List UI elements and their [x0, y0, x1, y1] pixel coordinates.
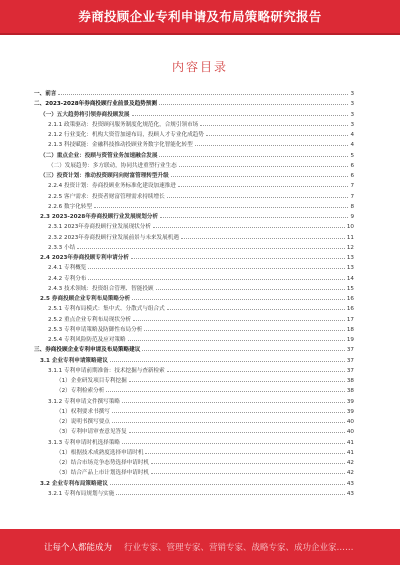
toc-entry-text: 2.5.4 专利风险防范及应对策略 — [48, 337, 126, 343]
toc-page-number: 7 — [350, 183, 354, 190]
toc-leader-dots — [142, 344, 345, 351]
toc-entry-text: 一、前言 — [34, 91, 57, 97]
toc-entry[interactable] — [34, 355, 354, 365]
toc-leader-dots — [151, 467, 345, 474]
toc-leader-dots — [167, 191, 349, 198]
toc-entry[interactable] — [34, 478, 354, 488]
toc-page-number: 6 — [350, 173, 354, 179]
toc-entry-text: （2）说明书撰写要点 — [56, 419, 110, 425]
toc-entry-text: 2.3.3 小结 — [48, 244, 76, 251]
toc-entry[interactable] — [34, 437, 354, 447]
toc-entry[interactable] — [34, 488, 354, 498]
toc-leader-dots — [160, 211, 348, 218]
toc-entry[interactable] — [34, 211, 354, 221]
toc-page-number: 11 — [346, 234, 354, 241]
toc-entry[interactable] — [34, 426, 354, 436]
toc-entry-text: （一）五大趋势将引领券商投顾发展 — [40, 111, 130, 118]
toc-entry[interactable] — [34, 324, 354, 334]
toc-entry[interactable] — [34, 191, 354, 201]
toc-entry[interactable] — [34, 303, 354, 313]
toc-entry[interactable] — [34, 447, 354, 457]
toc-entry-text: 2.4.2 专利分布 — [48, 275, 87, 282]
toc-leader-dots — [88, 262, 344, 269]
toc-entry[interactable] — [34, 170, 354, 180]
toc-leader-dots — [112, 406, 345, 413]
toc-leader-dots — [131, 252, 345, 259]
toc-entry-text: （三）投资计划：推动投资顾问向财富管理转型升级 — [40, 173, 169, 179]
toc-page-number: 17 — [346, 316, 354, 323]
toc-page-number: 40 — [346, 419, 354, 425]
toc-leader-dots — [156, 283, 345, 290]
toc-entry[interactable] — [34, 242, 354, 252]
toc-page-number: 37 — [346, 367, 354, 374]
footer-roles: 行业专家、管理专家、营销专家、战略专家、成功企业家…… — [124, 543, 354, 553]
toc-entry-text: 2.4.1 专利概览 — [48, 265, 87, 272]
toc-page-number: 43 — [346, 480, 354, 487]
toc-leader-dots — [200, 119, 348, 126]
toc-page-number: 16 — [346, 306, 354, 313]
toc-entry-text: 2.2.5 客户需求：投资者财富管理需求持续增长 — [48, 193, 165, 200]
toc-page-number: 10 — [346, 224, 354, 231]
toc-entry[interactable] — [34, 221, 354, 231]
toc-page-number: 12 — [346, 244, 354, 251]
toc-entry-text: 二、2023-2028年券商投顾行业前景及趋势预测 — [34, 101, 157, 108]
toc-entry[interactable] — [34, 129, 354, 139]
toc-leader-dots — [122, 437, 345, 444]
toc-entry-text: （二）重点企业：投顾与资管业务加速融合发展 — [40, 152, 158, 159]
toc-entry-text: （1）根据技术成熟度选择申请时机 — [56, 449, 144, 456]
footer-bar — [0, 529, 400, 565]
toc-entry-text: 2.2.6 数字化转型 — [48, 203, 92, 210]
toc-entry[interactable] — [34, 150, 354, 160]
toc-leader-dots — [159, 150, 348, 157]
toc-entry-text: 2.5.1 专利布局模式：集中式、分散式与组合式 — [48, 306, 165, 313]
toc-entry[interactable] — [34, 416, 354, 426]
toc-leader-dots — [179, 160, 349, 167]
document-title: 券商投顾企业专利申请及布局策略研究报告 — [78, 9, 322, 24]
toc-entry[interactable] — [34, 334, 354, 344]
toc-entry[interactable] — [34, 201, 354, 211]
toc-page-number: 37 — [346, 357, 354, 364]
toc-page-number: 16 — [346, 296, 354, 302]
toc-page-number: 15 — [346, 285, 354, 292]
toc-entry[interactable] — [34, 406, 354, 416]
toc-leader-dots — [128, 334, 345, 341]
toc-page-number: 19 — [346, 337, 354, 343]
toc-page-number: 38 — [346, 378, 354, 384]
toc-page-number: 18 — [346, 326, 354, 333]
toc-page-number: 4 — [350, 132, 354, 138]
toc-leader-dots — [129, 375, 345, 382]
toc-leader-dots — [133, 314, 345, 321]
toc-leader-dots — [77, 242, 345, 249]
toc-page-number: 42 — [346, 470, 354, 477]
toc-leader-dots — [94, 201, 348, 208]
toc-leader-dots — [145, 447, 344, 454]
toc-entry[interactable] — [34, 119, 354, 129]
toc-leader-dots — [195, 139, 349, 146]
toc-entry-text: 2.3.2 2023年券商投顾行业发展前景与未来发展机遇 — [48, 234, 179, 241]
toc-page-number: 41 — [346, 439, 354, 446]
toc-entry[interactable] — [34, 273, 354, 283]
toc-entry[interactable] — [34, 293, 354, 303]
toc-page-number: 8 — [350, 203, 354, 210]
table-of-contents — [34, 88, 354, 498]
toc-page-number: 7 — [350, 193, 354, 200]
toc-leader-dots — [153, 221, 345, 228]
toc-title: 内容目录 — [171, 60, 228, 74]
toc-leader-dots — [129, 426, 345, 433]
toc-leader-dots — [110, 478, 345, 485]
toc-entry-text: 2.2.4 投资计划：券商投顾业务标准化建设加速推进 — [48, 183, 176, 190]
toc-entry-text: 2.1.2 行业变化：机构大资管加速布局，投顾人才专业化成趋势 — [48, 132, 204, 138]
toc-page-number: 43 — [346, 490, 354, 497]
toc-leader-dots — [181, 232, 345, 239]
toc-entry-text: （1）企业研发项目专利挖掘 — [56, 378, 127, 384]
toc-entry-text: （2）专利检索分析 — [56, 388, 105, 395]
toc-page-number: 39 — [346, 398, 354, 405]
toc-entry[interactable] — [34, 139, 354, 149]
toc-entry-text: 2.1.1 政策驱动：投资顾问服务制度化规范化，合规引领市场 — [48, 121, 199, 128]
toc-entry-text: 3.1 企业专利申请策略建议 — [40, 357, 108, 364]
toc-entry-text: （1）权利要求书撰写 — [56, 408, 110, 415]
toc-page-number: 3 — [350, 91, 354, 97]
toc-page-number: 39 — [346, 408, 354, 415]
toc-leader-dots — [206, 129, 349, 136]
toc-leader-dots — [144, 324, 345, 331]
toc-leader-dots — [132, 109, 349, 116]
toc-leader-dots — [171, 170, 349, 177]
toc-entry[interactable] — [34, 385, 354, 395]
toc-page-number: 38 — [346, 388, 354, 395]
toc-entry-text: 3.2.1 专利布局规划与实施 — [48, 490, 115, 497]
toc-page-number: 3 — [350, 101, 354, 108]
toc-entry[interactable] — [34, 457, 354, 467]
toc-page-number: 4 — [350, 142, 354, 149]
toc-entry-text: （3）专利申请审查意见答复 — [56, 429, 127, 436]
toc-leader-dots — [88, 273, 344, 280]
toc-page-number: 5 — [350, 152, 354, 159]
toc-entry[interactable] — [34, 262, 354, 272]
toc-entry[interactable] — [34, 396, 354, 406]
toc-page-number: 9 — [350, 214, 354, 220]
toc-page-number: 3 — [350, 111, 354, 118]
toc-entry[interactable] — [34, 314, 354, 324]
toc-entry[interactable] — [34, 467, 354, 477]
toc-entry-text: 2.4 2023年券商投顾专利申请分析 — [40, 255, 129, 261]
toc-leader-dots — [178, 180, 349, 187]
toc-entry[interactable] — [34, 344, 354, 354]
footer-slogan: 让每个人都能成为 — [44, 543, 113, 553]
toc-leader-dots — [167, 365, 345, 372]
toc-entry[interactable] — [34, 109, 354, 119]
toc-entry[interactable] — [34, 252, 354, 262]
toc-entry[interactable] — [34, 365, 354, 375]
toc-leader-dots — [132, 293, 345, 300]
toc-entry[interactable] — [34, 160, 354, 170]
toc-entry[interactable] — [34, 180, 354, 190]
toc-entry-text: （2）结合市场竞争态势选择申请时机 — [56, 460, 150, 466]
toc-entry[interactable] — [34, 88, 354, 98]
toc-leader-dots — [58, 88, 348, 95]
toc-page-number: 41 — [346, 449, 354, 456]
toc-page-number: 3 — [350, 121, 354, 128]
toc-entry-text: 3.2 企业专利布局策略建议 — [40, 480, 108, 487]
toc-entry-text: 3.1.2 专利申请文件撰写策略 — [48, 398, 120, 405]
toc-entry-text: 三、券商投顾企业专利申请及布局策略建议 — [34, 347, 141, 354]
toc-entry-text: （3）结合产品上市计划选择申请时机 — [56, 470, 150, 477]
toc-entry[interactable] — [34, 98, 354, 108]
toc-entry-text: （二）发展趋势：多方联动，协同共进重塑行业生态 — [48, 162, 177, 169]
toc-entry-text: 2.5.3 专利申请策略及防御性布局分析 — [48, 326, 143, 333]
toc-leader-dots — [106, 385, 345, 392]
toc-page-number: 40 — [346, 429, 354, 436]
toc-page-number: 13 — [346, 265, 354, 272]
toc-entry-text: 2.3.1 2023年券商投顾行业发展现状分析 — [48, 224, 151, 231]
toc-entry[interactable] — [34, 283, 354, 293]
toc-leader-dots — [112, 416, 345, 423]
toc-entry-text: 2.5.2 重点企业专利布局现状分析 — [48, 316, 132, 323]
toc-entry[interactable] — [34, 232, 354, 242]
toc-page-number: 14 — [346, 275, 354, 282]
toc-leader-dots — [151, 457, 345, 464]
toc-page-number: 42 — [346, 460, 354, 466]
header-bar — [0, 0, 400, 35]
toc-leader-dots — [110, 355, 345, 362]
toc-leader-dots — [116, 488, 345, 495]
toc-leader-dots — [159, 98, 348, 105]
toc-entry-text: 2.4.3 技术领域：投资组合管理、智能投顾 — [48, 285, 154, 292]
toc-entry-text: 2.3 2023-2028年券商投顾行业发展规划分析 — [40, 214, 159, 220]
toc-entry-text: 2.5 券商投顾企业专利布局策略分析 — [40, 296, 131, 302]
toc-entry-text: 3.1.1 专利申请前期准备：技术挖掘与查新检索 — [48, 367, 165, 374]
toc-page-number: 6 — [350, 162, 354, 169]
toc-entry-text: 2.1.3 科技赋能：金融科技推动投顾业务数字化智能化转型 — [48, 142, 193, 149]
toc-leader-dots — [122, 396, 345, 403]
toc-entry-text: 3.1.3 专利申请时机选择策略 — [48, 439, 120, 446]
toc-page-number: 13 — [346, 255, 354, 261]
toc-entry[interactable] — [34, 375, 354, 385]
toc-leader-dots — [167, 303, 345, 310]
toc-page-number: 37 — [346, 347, 354, 354]
